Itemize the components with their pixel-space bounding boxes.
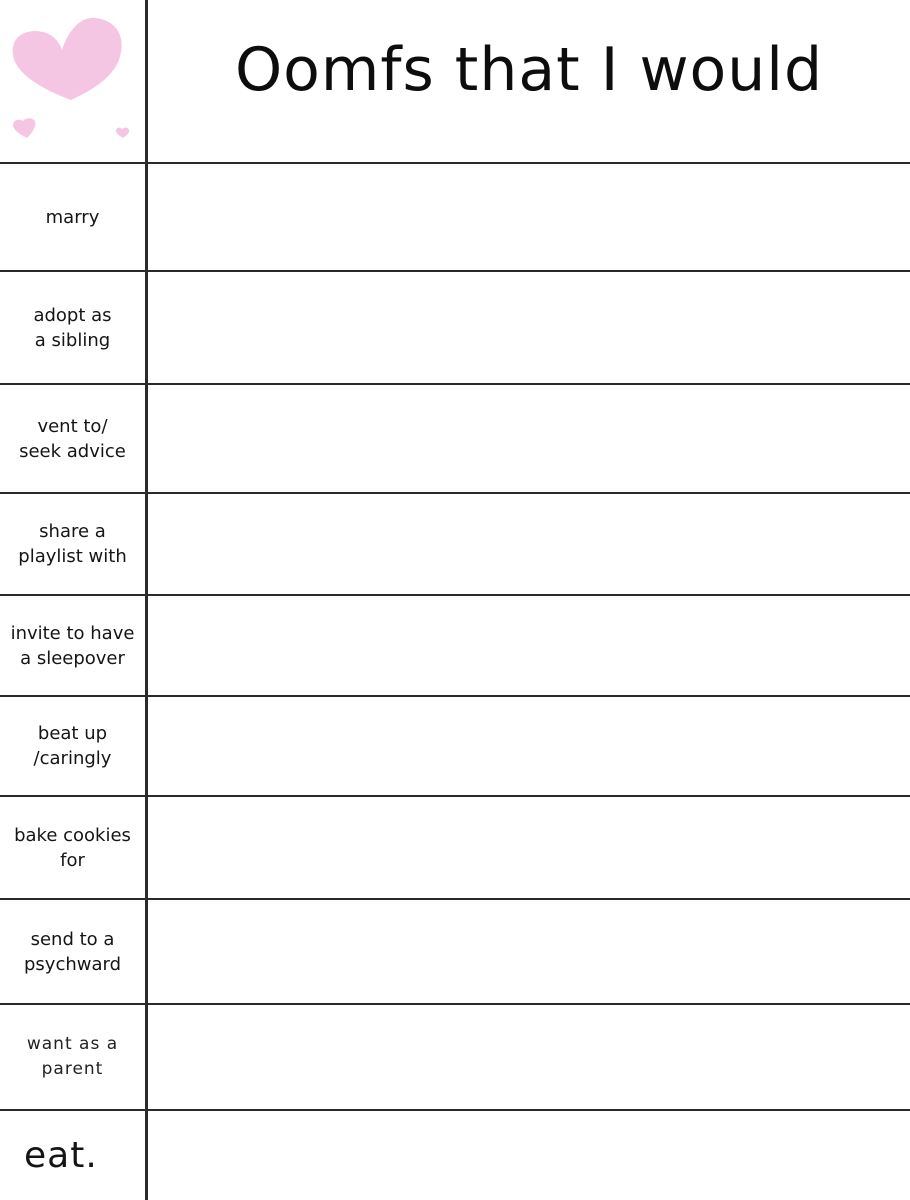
small-heart-icon bbox=[13, 118, 35, 138]
row-divider bbox=[0, 898, 910, 900]
row-label-psychward: send to a psychward bbox=[23, 928, 122, 975]
row-divider bbox=[0, 594, 910, 596]
row-label-parent: want as a parent bbox=[26, 1034, 119, 1079]
row-label-vent-to: vent to/ seek advice bbox=[19, 415, 126, 462]
row-label-share-playlist: share a playlist with bbox=[18, 521, 127, 567]
row-label-adopt-as-sibling: adopt as a sibling bbox=[33, 304, 112, 351]
answer-cell bbox=[148, 272, 910, 383]
column-divider bbox=[145, 0, 148, 1200]
row-label-marry: marry bbox=[45, 206, 100, 228]
row-divider bbox=[0, 270, 910, 272]
row-label-sleepover: invite to have a sleepover bbox=[10, 622, 135, 669]
answer-cell bbox=[148, 1111, 910, 1200]
large-heart-icon bbox=[13, 18, 122, 100]
row-divider bbox=[0, 162, 910, 164]
answer-cell bbox=[148, 1005, 910, 1109]
row-divider bbox=[0, 383, 910, 385]
row-divider bbox=[0, 695, 910, 697]
tiny-heart-icon bbox=[116, 128, 129, 138]
page-title: Oomfs that I would bbox=[234, 35, 824, 105]
row-label-beat-up: beat up /caringly bbox=[33, 723, 112, 769]
row-label-eat: eat. bbox=[24, 1135, 98, 1176]
row-divider bbox=[0, 795, 910, 797]
row-label-bake-cookies: bake cookies for bbox=[14, 824, 131, 871]
answer-cell bbox=[148, 900, 910, 1003]
answer-cell bbox=[148, 797, 910, 898]
answer-cell bbox=[148, 697, 910, 795]
row-divider bbox=[0, 1109, 910, 1111]
answer-cell bbox=[148, 385, 910, 492]
answer-cell bbox=[148, 596, 910, 695]
hearts-decoration bbox=[0, 0, 145, 162]
answer-cell bbox=[148, 164, 910, 270]
row-divider bbox=[0, 1003, 910, 1005]
row-divider bbox=[0, 492, 910, 494]
answer-cell bbox=[148, 494, 910, 594]
